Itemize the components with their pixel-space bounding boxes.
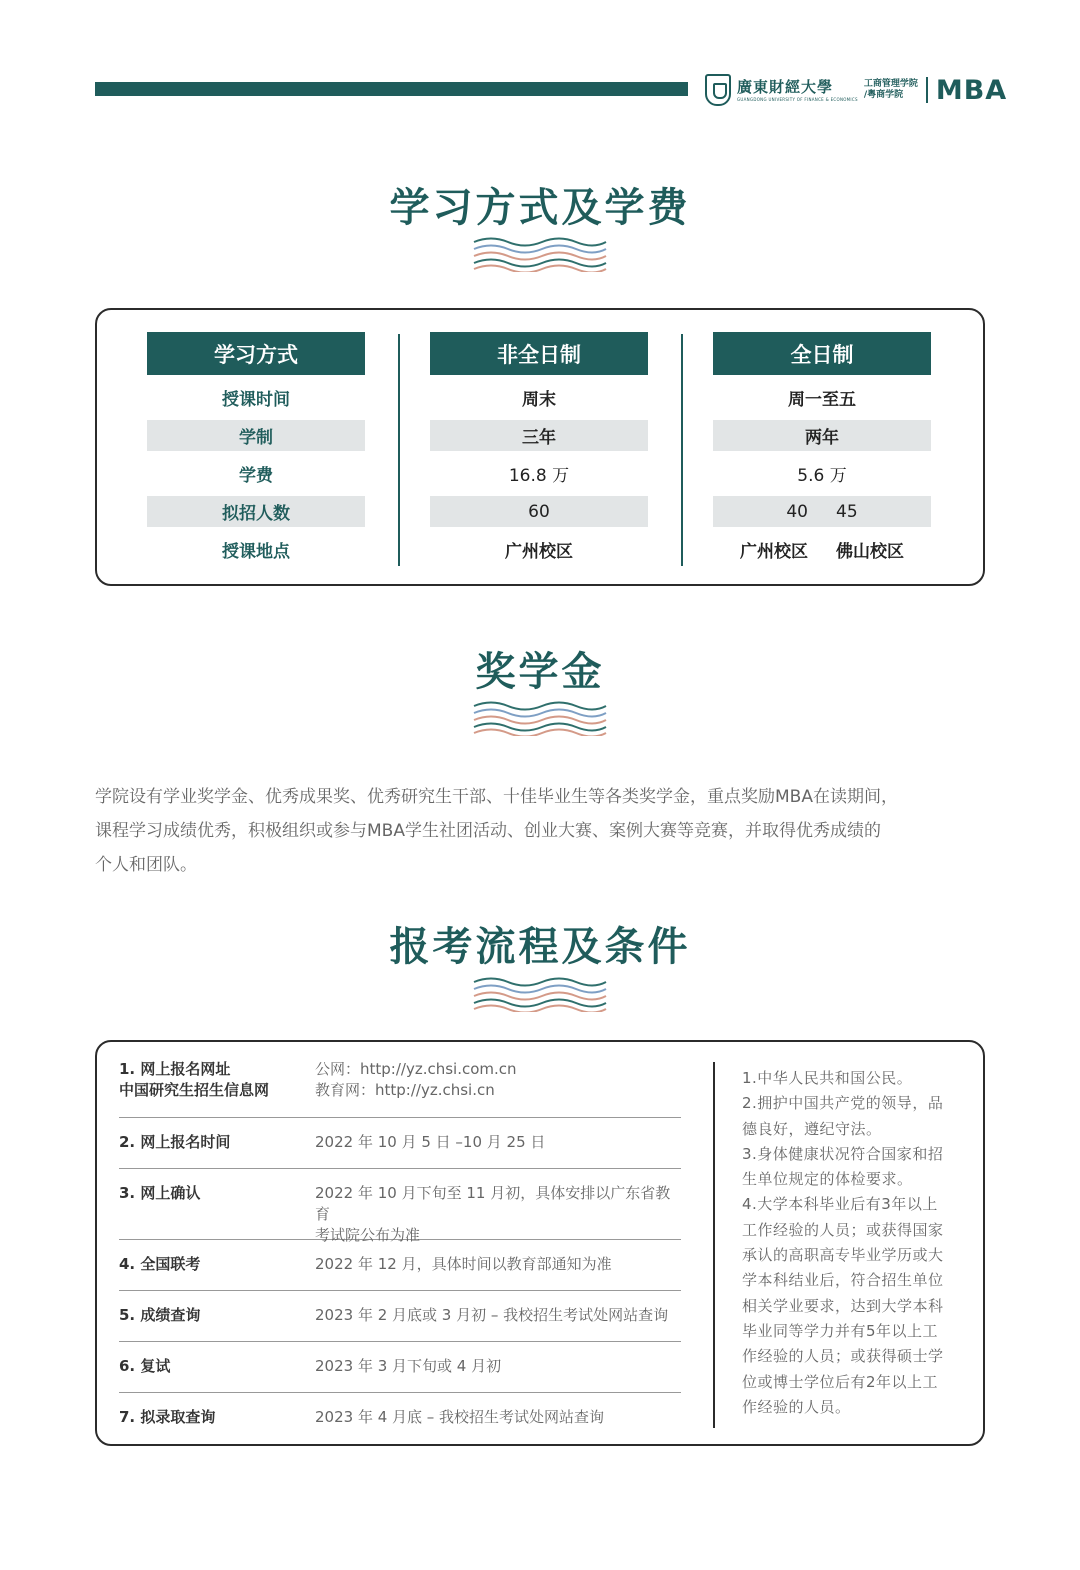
condition-line: 作经验的人员；或获得硕士学: [742, 1347, 944, 1366]
step-label: 6. 复试: [119, 1357, 171, 1375]
program-name: MBA: [935, 74, 1008, 106]
step-value: 2023 年 4 月底 – 我校招生考试处网站查询: [315, 1408, 605, 1426]
step-value: 2022 年 12 月，具体时间以教育部通知为准: [315, 1255, 612, 1273]
step-row: [119, 1240, 681, 1291]
step-row: [119, 1393, 681, 1439]
application-box: [95, 1040, 985, 1446]
step-label: 7. 拟录取查询: [119, 1408, 216, 1426]
step-value: 2023 年 2 月底或 3 月初 – 我校招生考试处网站查询: [315, 1306, 669, 1324]
condition-line: 位或博士学位后有2年以上工: [742, 1372, 939, 1391]
step-label: 2. 网上报名时间: [119, 1133, 231, 1151]
condition-line: 毕业同等学力并有5年以上工: [742, 1321, 939, 1340]
step-label: [119, 1059, 315, 1117]
school-name: [864, 79, 918, 101]
step-row: [119, 1291, 681, 1342]
condition-line: 4.大学本科毕业后有3年以上: [742, 1195, 938, 1214]
study-mode-table: [95, 308, 985, 586]
row-label-enrollment: 拟招人数: [147, 496, 365, 527]
section-title-scholarship: 奖学金: [475, 649, 605, 695]
condition-line: 1.中华人民共和国公民。: [742, 1069, 913, 1087]
fulltime-enrollment-foshan: 45: [836, 501, 858, 522]
row-label-tuition: 学费: [239, 466, 273, 486]
parttime-schedule: 周末: [522, 390, 556, 410]
step-row: [119, 1118, 681, 1169]
table-header-parttime: 非全日制: [430, 332, 648, 375]
step-value: [315, 1059, 681, 1117]
fulltime-tuition: 5.6 万: [797, 466, 847, 486]
fulltime-duration: 两年: [713, 420, 931, 451]
row-label-location: 授课地点: [222, 542, 290, 562]
step-value: 2023 年 3 月下旬或 4 月初: [315, 1357, 502, 1375]
table-col-labels: [147, 332, 365, 565]
condition-line: 德良好，遵纪守法。: [742, 1119, 882, 1138]
university-name: 廣東財經大學: [737, 77, 834, 96]
fulltime-location: [713, 534, 931, 565]
condition-line: 3.身体健康状况符合国家和招: [742, 1144, 944, 1163]
step-label-line: 1. 网上报名网址: [119, 1060, 231, 1078]
step-value-line: 2022 年 10 月下旬至 11 月初，具体安排以广东省教育: [315, 1184, 671, 1223]
brand-name-block: [737, 79, 858, 102]
fulltime-enrollment: [713, 496, 931, 527]
brand-logo: [705, 70, 1007, 110]
school-name-line2: /粤商学院: [863, 90, 904, 100]
step-value: 2022 年 10 月 5 日 –10 月 25 日: [315, 1133, 546, 1151]
wave-divider-icon: [472, 700, 608, 736]
application-conditions: [742, 1066, 967, 1420]
step-label-line: 中国研究生招生信息网: [119, 1081, 270, 1099]
fulltime-schedule: 周一至五: [788, 390, 856, 410]
step-value: [315, 1183, 681, 1244]
parttime-duration: 三年: [430, 420, 648, 451]
wave-divider-icon: [472, 976, 608, 1012]
table-header-mode: 学习方式: [147, 332, 365, 375]
step-value-line: 公网：http://yz.chsi.com.cn: [315, 1060, 517, 1078]
school-name-line1: 工商管理学院: [863, 79, 918, 89]
brand-divider: [926, 77, 928, 103]
table-header-fulltime: 全日制: [713, 332, 931, 375]
condition-line: 作经验的人员。: [742, 1397, 851, 1416]
condition-line: 学本科结业后，符合招生单位: [742, 1271, 944, 1290]
step-row: [119, 1169, 681, 1244]
row-label-schedule: 授课时间: [222, 390, 290, 410]
condition-line: 工作经验的人员；或获得国家: [742, 1220, 944, 1239]
table-divider: [681, 334, 683, 566]
header-bar: [95, 82, 688, 96]
university-crest-icon: [705, 74, 731, 106]
parttime-location: 广州校区: [505, 542, 573, 562]
step-label: 5. 成绩查询: [119, 1306, 201, 1324]
table-divider: [398, 334, 400, 566]
step-value-line: 教育网：http://yz.chsi.cn: [315, 1081, 495, 1099]
condition-line: 相关学业要求，达到大学本科: [742, 1296, 944, 1315]
table-col-parttime: [430, 332, 648, 565]
conditions-divider: [713, 1062, 715, 1428]
fulltime-location-foshan: 佛山校区: [836, 542, 904, 562]
section-title-study-mode: 学习方式及学费: [389, 185, 691, 231]
step-row: [119, 1342, 681, 1393]
condition-line: 生单位规定的体检要求。: [742, 1170, 913, 1189]
fulltime-enrollment-guangzhou: 40: [786, 501, 808, 522]
scholarship-description: [95, 780, 985, 882]
parttime-enrollment: 60: [430, 496, 648, 527]
scholarship-line: 课程学习成绩优秀，积极组织或参与MBA学生社团活动、创业大赛、案例大赛等竞赛，并取得优秀成绩的: [95, 821, 881, 841]
application-steps: [119, 1052, 681, 1439]
scholarship-line: 个人和团队。: [95, 855, 197, 875]
row-label-duration: 学制: [147, 420, 365, 451]
step-value-line: 考试院公布为准: [315, 1226, 421, 1244]
wave-divider-icon: [472, 236, 608, 272]
university-name-en: GUANGDONG UNIVERSITY OF FINANCE & ECONOMICS: [737, 96, 858, 102]
step-label: 4. 全国联考: [119, 1255, 201, 1273]
condition-line: 承认的高职高专毕业学历或大: [742, 1246, 944, 1265]
parttime-tuition: 16.8 万: [508, 466, 570, 486]
table-col-fulltime: [713, 332, 931, 565]
step-label: 3. 网上确认: [119, 1184, 201, 1202]
section-title-application: 报考流程及条件: [389, 924, 691, 970]
scholarship-line: 学院设有学业奖学金、优秀成果奖、优秀研究生干部、十佳毕业生等各类奖学金，重点奖励MBA在读期间，: [95, 787, 898, 807]
fulltime-location-guangzhou: 广州校区: [740, 542, 808, 562]
step-row: [119, 1052, 681, 1118]
condition-line: 2.拥护中国共产党的领导，品: [742, 1094, 944, 1113]
